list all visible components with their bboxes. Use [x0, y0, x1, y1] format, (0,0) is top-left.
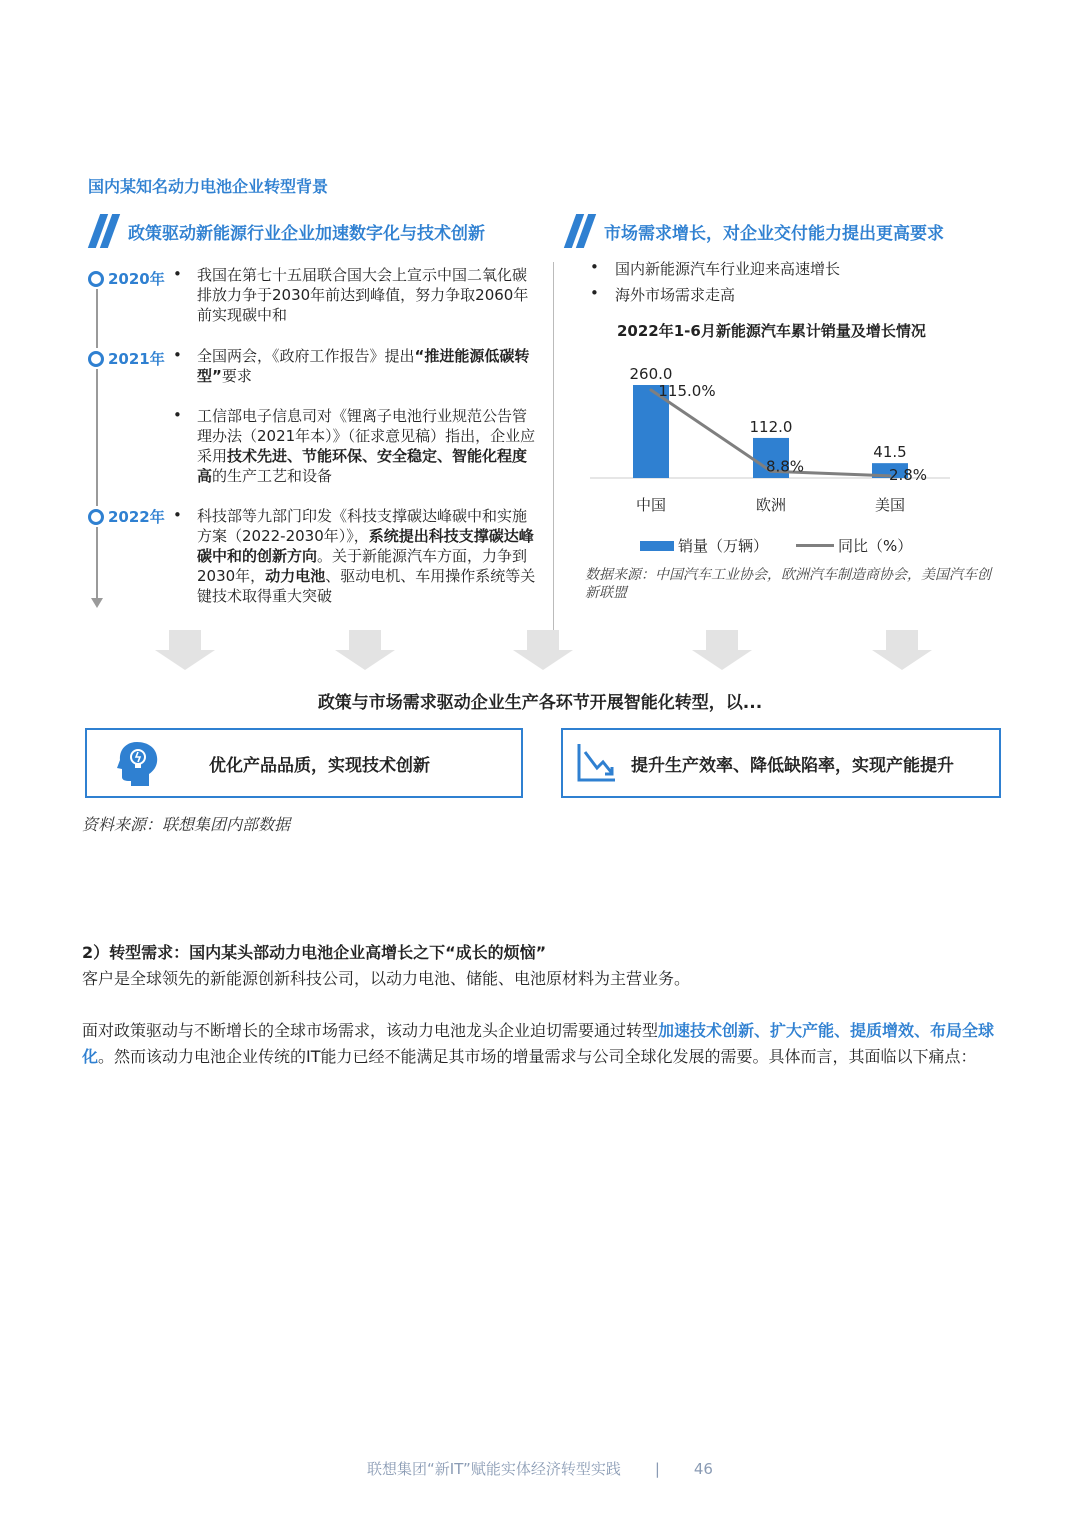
timeline-arrow-icon: [91, 598, 103, 608]
sales-chart: [580, 350, 980, 525]
bar-value-label: 112.0: [749, 417, 793, 436]
timeline-year: [88, 506, 165, 527]
body-paragraph: 面对政策驱动与不断增长的全球市场需求，该动力电池龙头企业迫切需要通过转型加速技术创新、扩大产能、提质增效、布局全球化。然而该动力电池企业传统的IT能力已经不能满足其市场的增量需求与公司全球化发展的需要。具体而言，其面临以下痛点：: [82, 1021, 995, 1066]
timeline-dot-icon: [88, 271, 104, 287]
chart-source: 数据来源：中国汽车工业协会，欧洲汽车制造商协会，美国汽车创新联盟: [585, 567, 991, 601]
timeline-dot-icon: [88, 351, 104, 367]
bullet: •: [173, 346, 182, 364]
chevron-down-icon: [335, 628, 395, 672]
declining-chart-icon: [575, 742, 617, 784]
timeline-year: [88, 348, 165, 369]
footer-title: 联想集团“新IT”赋能实体经济转型实践: [367, 1460, 621, 1478]
bullet: •: [590, 258, 599, 276]
chevron-down-icon: [155, 628, 215, 672]
line-value-label: 8.8%: [765, 457, 805, 476]
chevron-down-icon: [513, 628, 573, 672]
right-section-heading: [562, 214, 944, 248]
year-label: 2022年: [108, 508, 165, 526]
footer-separator: |: [654, 1460, 660, 1478]
timeline-line: [96, 282, 98, 600]
chart-legend: [640, 535, 912, 556]
right-section-title: 市场需求增长，对企业交付能力提出更高要求: [604, 223, 944, 244]
outcome-label: 提升生产效率、降低缺陷率，实现产能提升: [631, 755, 954, 776]
category-label: 欧洲: [755, 496, 787, 514]
figure-title: 国内某知名动力电池企业转型背景: [88, 177, 329, 196]
market-bullet: 海外市场需求走高: [615, 286, 736, 304]
timeline-entry-text: 科技部等九部门印发《科技支撑碳达峰碳中和实施方案（2022-2030年）》，系统提出科技支撑碳达峰碳中和的创新方向。关于新能源汽车方面，力争到2030年，动力电池、驱动电机、车用操作系统等关键技术取得重大突破: [197, 507, 536, 605]
bar-value-label: 41.5: [873, 443, 907, 462]
column-separator: [553, 262, 554, 646]
bar-value-label: 260.0: [629, 365, 673, 383]
chevron-down-icon: [872, 628, 932, 672]
timeline-dot-icon: [88, 509, 104, 525]
legend-line-swatch: [796, 544, 834, 547]
line-point: [650, 389, 653, 392]
timeline-entry-text: 我国在第七十五届联合国大会上宣示中国二氧化碳排放力争于2030年前达到峰值，努力争取2060年前实现碳中和: [197, 266, 529, 324]
legend-bar-swatch: [640, 541, 674, 551]
line-value-label: 115.0%: [658, 382, 716, 400]
bullet: •: [173, 506, 182, 524]
outcome-box-quality: [85, 728, 523, 798]
year-label: 2020年: [108, 270, 165, 288]
legend-bar-label: 销量（万辆）: [678, 537, 769, 555]
head-lightbulb-icon: [117, 740, 161, 786]
market-bullet: 国内新能源汽车行业迎来高速增长: [615, 260, 841, 278]
double-slash-icon: [86, 214, 120, 248]
section-heading: 2）转型需求：国内某头部动力电池企业高增长之下“成长的烦恼”: [82, 943, 547, 962]
page-footer: [0, 1458, 1080, 1479]
category-label: 中国: [635, 496, 667, 514]
outcome-label: 优化产品品质，实现技术创新: [209, 755, 430, 776]
body-paragraph: 客户是全球领先的新能源创新科技公司，以动力电池、储能、电池原材料为主营业务。: [82, 969, 691, 988]
timeline-entry-text: 全国两会，《政府工作报告》提出“推进能源低碳转型”要求: [197, 347, 530, 385]
double-slash-icon: [562, 214, 596, 248]
timeline-entry-text: 工信部电子信息司对《锂离子电池行业规范公告管理办法（2021年本）》（征求意见稿）指出，企业应采用技术先进、节能环保、安全稳定、智能化程度高的生产工艺和设备: [197, 407, 536, 485]
bullet: •: [173, 265, 182, 283]
outcome-box-efficiency: [561, 728, 1001, 798]
conclusion-text: 政策与市场需求驱动企业生产各环节开展智能化转型，以...: [317, 693, 763, 713]
year-label: 2021年: [108, 350, 165, 368]
left-section-title: 政策驱动新能源行业企业加速数字化与技术创新: [128, 223, 485, 244]
page-number: 46: [693, 1460, 713, 1478]
bullet: •: [173, 406, 182, 424]
chevron-down-icon: [692, 628, 752, 672]
category-label: 美国: [874, 496, 906, 514]
chart-title: 2022年1-6月新能源汽车累计销量及增长情况: [617, 322, 926, 340]
line-value-label: 2.8%: [888, 465, 928, 484]
figure-source: 资料来源：联想集团内部数据: [82, 815, 291, 834]
timeline-year: [88, 268, 165, 289]
legend-line-label: 同比（%）: [838, 537, 913, 555]
bullet: •: [590, 284, 599, 302]
left-section-heading: [86, 214, 485, 248]
